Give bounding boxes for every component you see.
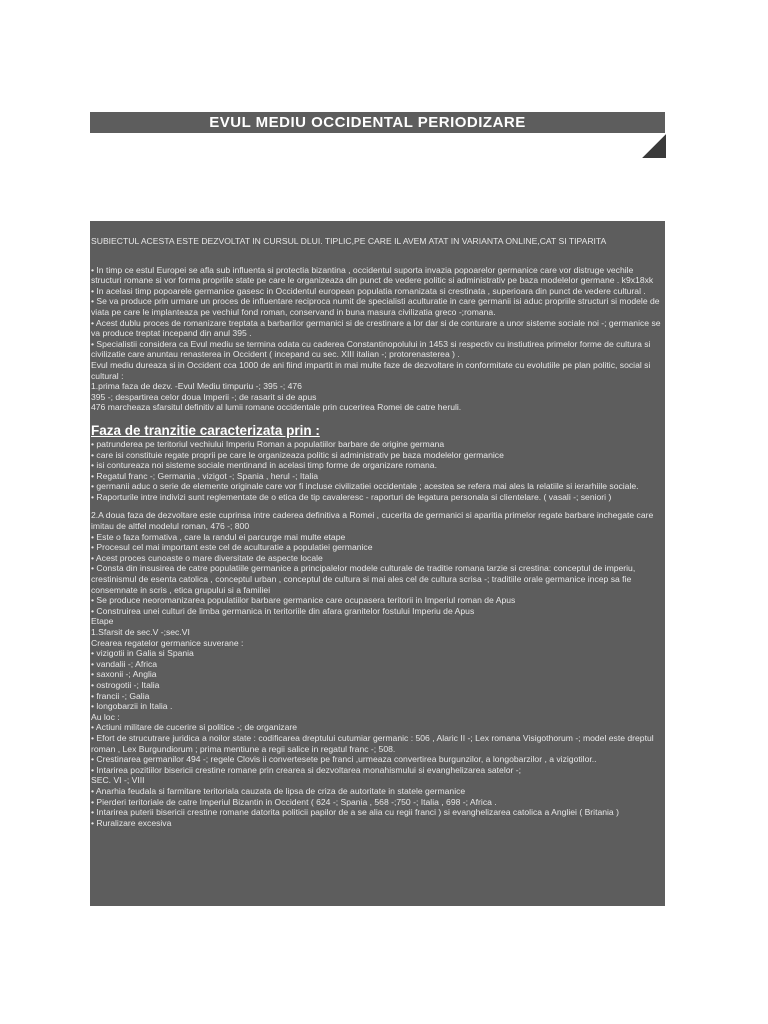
bullet-item: • Raporturile intre indivizi sunt reglementate de o etica de tip cavaleresc - raporturi de legatura personala si clientelare. ( vasali -; seniori )	[91, 491, 612, 502]
bullet-item: • francii -; Galia	[91, 690, 150, 701]
paragraph: Au loc :	[91, 711, 120, 722]
paragraph: SEC. VI -; VIII	[91, 775, 145, 786]
bullet-item: • isi contureaza noi sisteme sociale mentinand in acelasi timp forme de organizare romana.	[91, 460, 437, 471]
bullet-item: • ostrogotii -; Italia	[91, 679, 160, 690]
paragraph: 1.Sfarsit de sec.V -;sec.VI	[91, 627, 190, 637]
page-corner-fold-icon	[642, 134, 666, 158]
document-title-bar	[90, 112, 665, 133]
bullet-item: • patrunderea pe teritoriul vechiului Imperiu Roman a populatiilor barbare de origine germana	[91, 438, 445, 449]
bullet-item: • Procesul cel mai important este cel de aculturatie a populatiei germanice	[91, 542, 373, 553]
document-title: EVUL MEDIU OCCIDENTAL PERIODIZARE	[209, 114, 526, 131]
paragraph: 395 -; despartirea celor doua Imperii -; de rasarit si de apus	[91, 391, 317, 402]
bullet-item: • care isi constituie regate proprii pe care le organizeaza politic si administrativ pe baza modelelor germanice	[91, 449, 504, 460]
paragraph: Crearea regatelor germanice suverane :	[91, 637, 244, 648]
bullet-item: • Actiuni militare de cucerire si politice -; de organizare	[91, 722, 298, 733]
bullet-item: • saxonii -; Anglia	[91, 669, 157, 680]
paragraph: • In acelasi timp popoarele germanice gasesc in Occidentul european populatia romanizata si crestinata , superioara din punct de vedere cultural .	[91, 285, 646, 296]
bullet-item: • Este o faza formativa , care la randul ei parcurge mai multe etape	[91, 531, 346, 542]
bullet-item: • Crestinarea germanilor 494 -; regele Clovis ii convertesete pe franci ,urmeaza convertirea burgunzilor, a longobarzilor , a vizigotilor..	[91, 754, 597, 765]
intro-paragraph: SUBIECTUL ACESTA ESTE DEZVOLTAT IN CURSUL DLUI. TIPLIC,PE CARE IL AVEM ATAT IN VARIANTA ONLINE,CAT SI TIPARITA	[91, 236, 607, 246]
bullet-item: • Se produce neoromanizarea populatiilor barbare germanice care ocupasera teritorii in Imperiul roman de Apus	[91, 595, 516, 606]
bullet-item: • Construirea unei culturi de limba germanica in teritoriile din afara granitelor fostului Imperiu de Apus	[91, 605, 475, 616]
paragraph: 476 marcheaza sfarsitul definitiv al lumii romane occidentale prin cucerirea Romei de catre heruli.	[91, 402, 462, 413]
bullet-item: • germanii aduc o serie de elemente originale care vor fi incluse civilizatiei occidentale ; acestea se refera mai ales la relatiile si ierarhiile sociale.	[91, 481, 639, 492]
bullet-item: • vandalii -; Africa	[91, 658, 158, 669]
bullet-item: • Consta din insusirea de catre populatiile germanice a principalelor modele culturale de traditie romana tarzie si crestina: conceptul de imperiu, crestinismul de esenta catolica , conceptul urban , conceptul de cultura si mai ales cel de cultura scrisa -; traditiile orale germanice incep sa fie consemnate in scris , etica grupului si a familiei	[91, 563, 636, 595]
paragraph: • Se va produce prin urmare un proces de influentare reciproca numit de specialisti aculturatie in care germanii isi aduc propriile structuri si modele de viata pe care le implanteaza pe vechiul fond roman, conservand in buna masura civilizatia greco -;romana.	[91, 296, 660, 317]
bullet-item: • vizigotii in Galia si Spania	[91, 648, 194, 659]
bullet-item: • Intarirea pozitiilor bisericii crestine romane prin crearea si dezvoltarea monahismului si evanghelizarea satelor -;	[91, 764, 522, 775]
section-heading: Faza de tranzitie caracterizata prin :	[91, 422, 320, 438]
bullet-item: • longobarzii in Italia .	[91, 701, 173, 712]
paragraph: 1.prima faza de dezv. -Evul Mediu timpuriu -; 395 -; 476	[91, 381, 302, 392]
paragraph: 2.A doua faza de dezvoltare este cuprinsa intre caderea definitiva a Romei , cucerita de germanici si aparitia primelor regate barbare inchegate care imitau de altfel modelul roman, 476 -; 800	[91, 510, 654, 532]
paragraph: • Specialistii considera ca Evul mediu se termina odata cu caderea Constantinopolului in 1453 si respectiv cu instiutirea primelor forme de cultura si civilizatie care anuntau renasterea in Occident ( incepand cu sec. XIII italian -; protorenasterea ) .	[91, 338, 651, 360]
paragraph: • Acest dublu proces de romanizare treptata a barbarilor germanici si de crestinare a lor dar si de conturare a unor sisteme sociale noi -; germanice se va produce treptat incepand din anul 395 .	[91, 317, 661, 339]
bullet-item: • Regatul franc -; Germania , vizigot -; Spania , herul -; Italia	[91, 470, 319, 481]
bullet-item: • Efort de strucutrare juridica a noilor state : codificarea dreptului cutumiar germanic : 506 , Alaric II -; Lex romana Visigothorum -; model este dreptul roman , Lex Burgundiorum ; prima mentiune a regii salice in regatul franc -; 508.	[91, 732, 654, 754]
paragraph: Evul mediu dureaza si in Occident cca 1000 de ani fiind impartit in mai multe faze de dezvoltare in conformitate cu evolutiile pe plan politic, social si cultural :	[91, 359, 651, 381]
paragraph: Etape	[91, 616, 114, 627]
document-body	[90, 221, 665, 906]
bullet-item: • Pierderi teritoriale de catre Imperiul Bizantin in Occident ( 624 -; Spania , 568 -;750 -; Italia , 698 -; Africa .	[91, 796, 497, 807]
bullet-item: • Acest proces cunoaste o mare diversitate de aspecte locale	[91, 552, 323, 563]
bullet-item: • Anarhia feudala si farmitare teritoriala cauzata de lipsa de criza de autoritate in statele germanice	[91, 785, 466, 796]
bullet-item: • Intarirea puterii bisericii crestine romane datorita politicii papilor de a se alia cu regii franci ) si evanghelizarea catolica a Angliei ( Britania )	[91, 807, 619, 818]
paragraph: • In timp ce estul Europei se afla sub influenta si protectia bizantina , occidentul suporta invazia popoarelor germanice care vor distruge vechile structuri romane si vor forma propriile state pe care le organizeaza din punct de vedere politic si administrativ pe baza modelelor germane . k9x18xk	[91, 264, 654, 286]
bullet-item: • Ruralizare excesiva	[91, 817, 172, 828]
